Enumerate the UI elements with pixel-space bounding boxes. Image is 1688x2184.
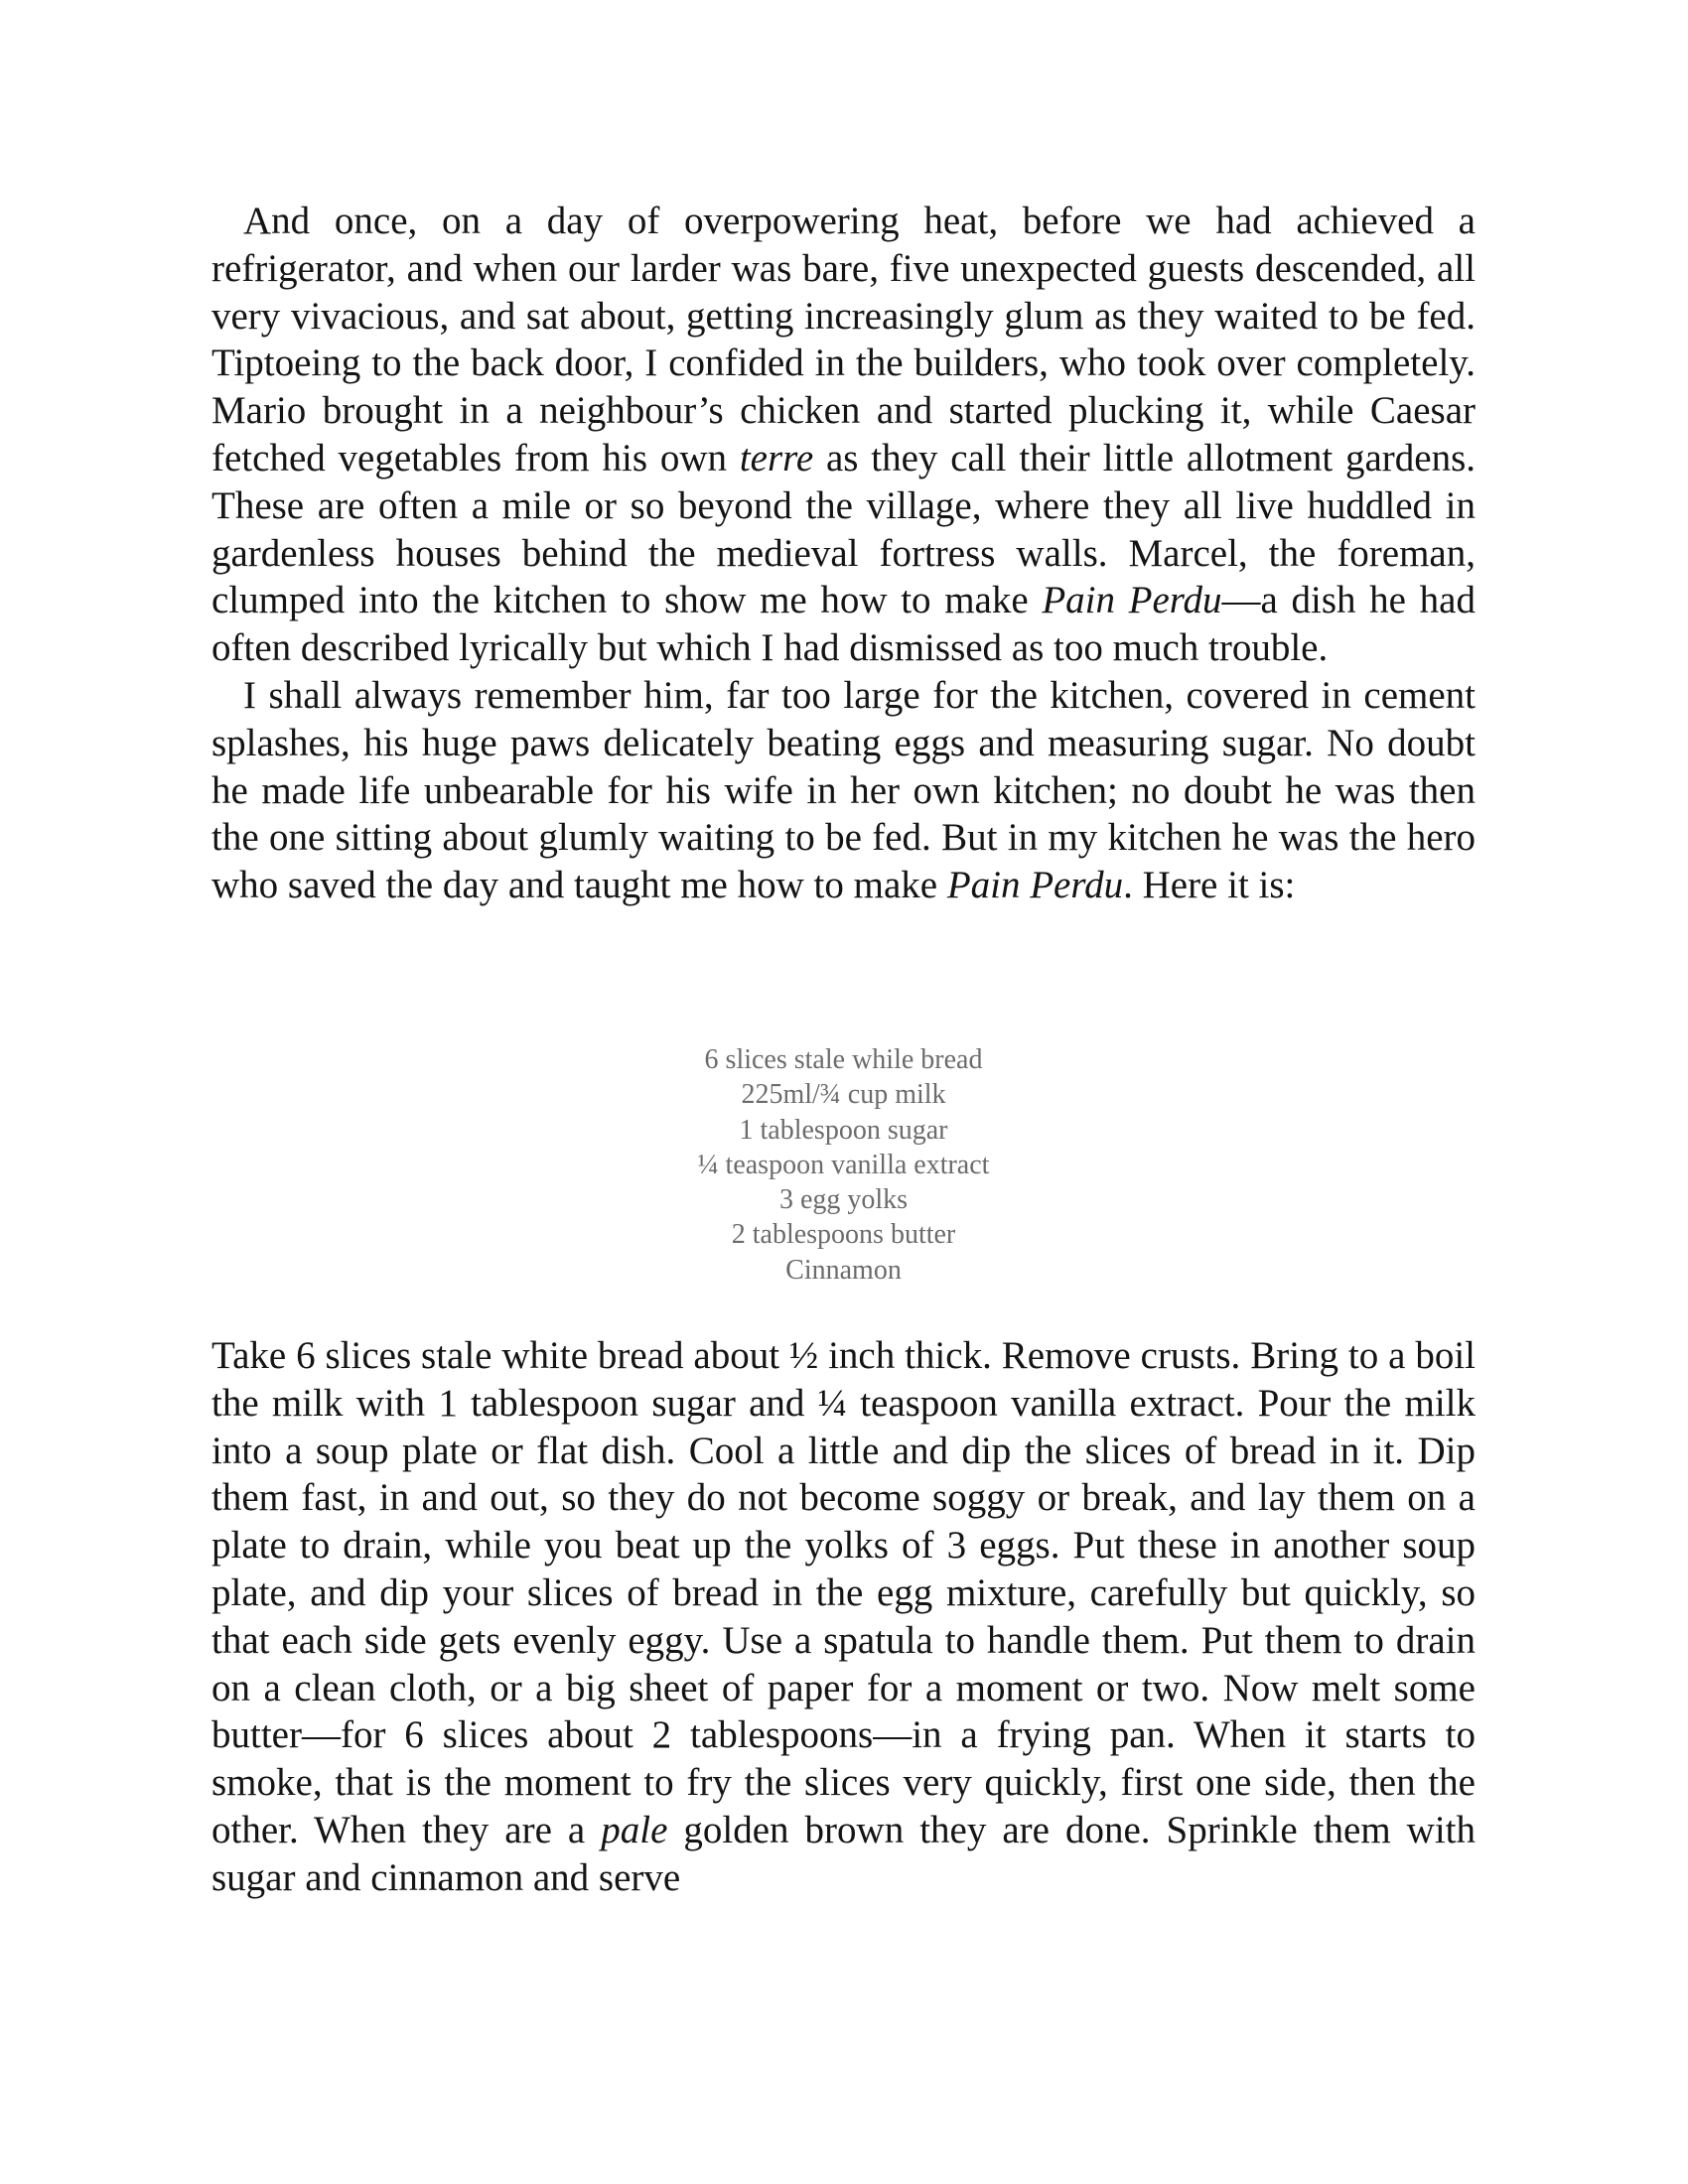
ingredient-item: Cinnamon: [785, 1254, 902, 1286]
paragraph-method: [211, 1332, 1476, 1902]
method-text: [211, 1332, 1476, 1902]
intro-text: [211, 198, 1476, 909]
paragraph-method-text-1: Take 6 slices stale white bread about ½ inch thick. Remove crusts. Bring to a boil the milk with 1 tablespoon sugar and ¼ teaspoon vanilla extract. Pour the milk into a soup plate or flat dish. Cool a little and dip the slices of bread in it. Dip them fast, in and out, so they do not become soggy or break, and lay them on a plate to drain, while you beat up the yolks of 3 eggs. Put these in another soup plate, and dip your slices of bread in the egg mixture, carefully but quickly, so that each side gets evenly eggy. Use a spatula to handle them. Put them to drain on a clean cloth, or a big sheet of paper for a moment or two. Now melt some butter—for 6 slices about 2 tablespoons—in a frying pan. When it starts to smoke, that is the moment to fry the slices very quickly, first one side, then the other. When they are a: [211, 1334, 1476, 1851]
ingredient-item: 6 slices stale while bread: [704, 1044, 983, 1075]
paragraph-guests-text-3: —a dish he had often described lyrically but which I had dismissed as too much trouble.: [211, 579, 1476, 670]
ingredient-item: 2 tablespoons butter: [731, 1219, 956, 1251]
paragraph-marcel-text-2: . Here it is:: [1123, 864, 1296, 907]
paragraph-marcel-text-1: I shall always remember him, far too large for the kitchen, covered in cement splashes, his huge paws delicately beating eggs and measuring sugar. No doubt he made life unbearable for his wife in her own kitchen; no doubt he was then the one sitting about glumly waiting to be fed. But in my kitchen he was the hero who saved the day and taught me how to make: [211, 673, 1476, 907]
italic-pale: pale: [601, 1808, 668, 1851]
ingredient-item: ¼ teaspoon vanilla extract: [697, 1149, 990, 1180]
paragraph-method-text-2: golden brown they are done. Sprinkle them with sugar and cinnamon and serve: [211, 1808, 1476, 1899]
paragraph-marcel: [211, 672, 1476, 909]
ingredient-item: 3 egg yolks: [778, 1184, 909, 1216]
paragraph-guests: [211, 198, 1476, 672]
italic-pain-perdu-2: Pain Perdu: [946, 864, 1124, 907]
ingredient-item: 1 tablespoon sugar: [739, 1114, 948, 1146]
ingredient-item: 225ml/¾ cup milk: [741, 1079, 946, 1111]
paragraph-guests-text-1: And once, on a day of overpowering heat, before we had achieved a refrigerator, and when our larder was bare, five unexpected guests descended, all very vivacious, and sat about, getting increasingly glum as they waited to be fed. Tiptoeing to the back door, I confided in the builders, who took over completely. Mario brought in a neighbour’s chicken and started plucking it, while Caesar fetched vegetables from his own: [211, 200, 1476, 479]
paragraph-guests-text-2: as they call their little allotment gardens. These are often a mile or so beyond the village, where they all live huddled in gardenless houses behind the medieval fortress walls. Marcel, the foreman, clumped into the kitchen to show me how to make: [211, 436, 1476, 622]
italic-pain-perdu: Pain Perdu: [1042, 579, 1222, 622]
ingredient-list: [211, 1042, 1476, 1288]
italic-terre: terre: [739, 436, 814, 479]
